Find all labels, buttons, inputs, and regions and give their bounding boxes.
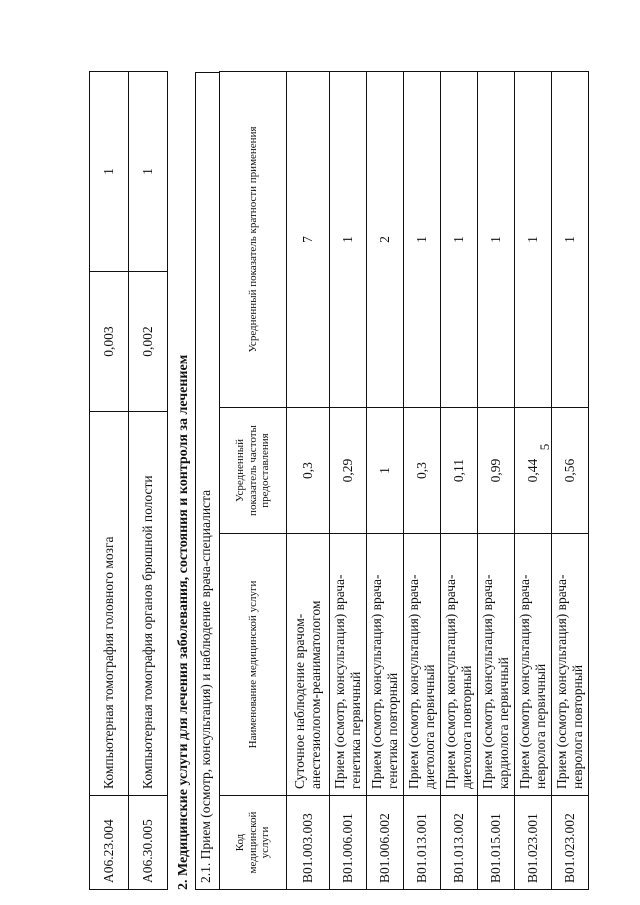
multiplicity-value: 1 [330,72,367,408]
frequency-value: 1 [367,408,404,534]
service-name: Компьютерная томография органов брюшной полости [129,412,168,796]
multiplicity-value: 1 [90,72,129,272]
frequency-value: 0,99 [478,408,515,534]
table-row [367,72,404,890]
frequency-value: 0,56 [552,408,589,534]
service-name: Прием (осмотр, консультация) врача-кардиолога первичный [478,534,515,796]
table-row [90,72,129,890]
frequency-value: 0,3 [404,408,441,534]
frequency-value: 0,3 [287,408,330,534]
service-name: Прием (осмотр, консультация) врача-диетолога первичный [404,534,441,796]
service-code: B01.006.002 [367,796,404,890]
service-name: Компьютерная томография головного мозга [90,412,129,796]
page-number: 5 [537,443,552,451]
frequency-value: 0,003 [90,272,129,412]
table-row [441,72,478,890]
service-name: Прием (осмотр, консультация) врача-генетика повторный [367,534,404,796]
table-row [330,72,367,890]
multiplicity-value: 1 [478,72,515,408]
frequency-value: 0,002 [129,272,168,412]
table-row [515,72,552,890]
multiplicity-value: 1 [404,72,441,408]
service-code: B01.013.002 [441,796,478,890]
table-row [404,72,441,890]
service-name: Прием (осмотр, консультация) врача-невролога повторный [552,534,589,796]
header-code: Код медицинской услуги [220,796,287,890]
service-name: Суточное наблюдение врачом-анестезиологом-реаниматологом [287,534,330,796]
multiplicity-value: 1 [441,72,478,408]
frequency-value: 0,44 [515,408,552,534]
multiplicity-value: 1 [552,72,589,408]
service-code: B01.023.002 [552,796,589,890]
table-row [129,72,168,890]
rotated-document [89,72,585,890]
service-code: B01.003.003 [287,796,330,890]
service-name: Прием (осмотр, консультация) врача-невролога первичный [515,534,552,796]
service-name: Прием (осмотр, консультация) врача-генетика первичный [330,534,367,796]
service-name: Прием (осмотр, консультация) врача-диетолога повторный [441,534,478,796]
service-code: B01.015.001 [478,796,515,890]
service-code: B01.023.001 [515,796,552,890]
service-code: A06.23.004 [90,796,129,890]
table-row [478,72,515,890]
header-frequency: Усредненный показатель частоты предоставления [220,408,287,534]
multiplicity-value: 1 [515,72,552,408]
frequency-value: 0,29 [330,408,367,534]
subsection-title: 2.1. Прием (осмотр, консультация) и наблюдение врача-специалиста [195,72,219,890]
service-code: B01.006.001 [330,796,367,890]
multiplicity-value: 2 [367,72,404,408]
frequency-value: 0,11 [441,408,478,534]
services-table [219,71,589,890]
top-table [89,71,168,890]
section-title: 2. Медицинские услуги для лечения заболевания, состояния и контроля за лечением [176,354,191,890]
header-multiplicity: Усредненный показатель кратности применения [220,72,287,408]
service-code: A06.30.005 [129,796,168,890]
header-name: Наименование медицинской услуги [220,534,287,796]
table-header-row [220,72,287,890]
multiplicity-value: 7 [287,72,330,408]
table-row [552,72,589,890]
table-row [287,72,330,890]
multiplicity-value: 1 [129,72,168,272]
service-code: B01.013.001 [404,796,441,890]
